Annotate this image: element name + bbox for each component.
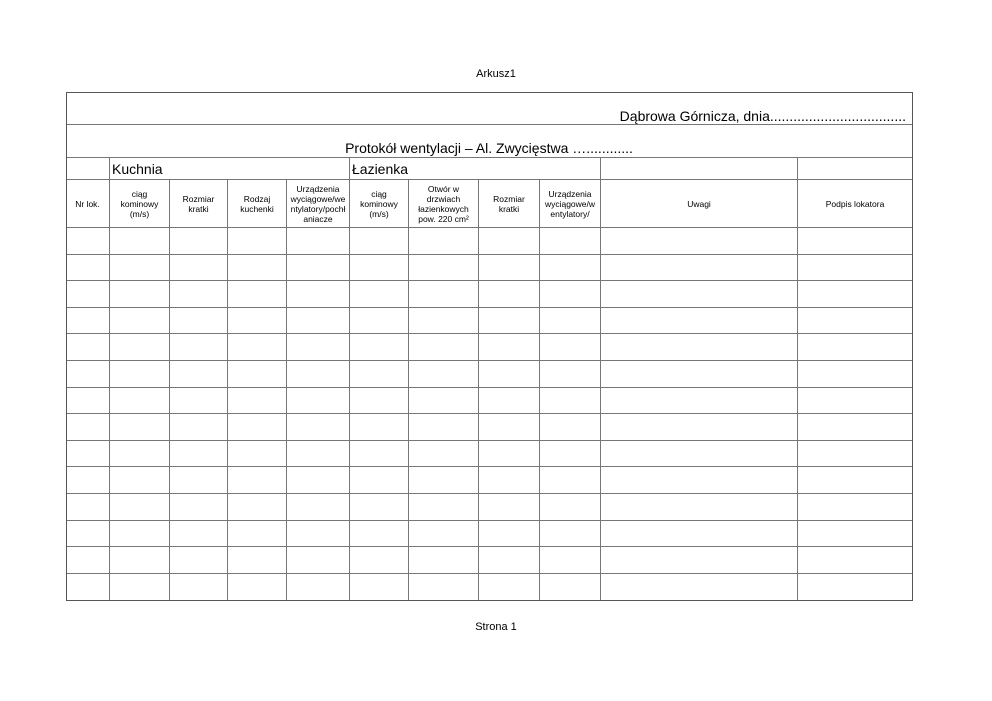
table-cell-kitchen-draft[interactable] [110, 547, 170, 574]
table-cell-tenant-signature[interactable] [798, 308, 913, 334]
table-cell-door-opening[interactable] [409, 228, 479, 255]
page-footer: Strona 1 [475, 621, 517, 633]
table-cell-door-opening[interactable] [409, 467, 479, 494]
table-cell-bathroom-grille-size[interactable] [479, 547, 540, 574]
table-cell-door-opening[interactable] [409, 441, 479, 467]
table-cell-bathroom-extractors[interactable] [540, 521, 601, 547]
table-cell-bathroom-extractors[interactable] [540, 494, 601, 521]
table-cell-stove-type[interactable] [228, 441, 287, 467]
table-cell-kitchen-extractors[interactable] [287, 308, 350, 334]
column-header-tenant-signature: Podpis lokatora [798, 180, 913, 228]
table-cell-remarks[interactable] [601, 467, 798, 494]
table-cell-bathroom-grille-size[interactable] [479, 441, 540, 467]
table-cell-bathroom-extractors[interactable] [540, 228, 601, 255]
table-cell-stove-type[interactable] [228, 414, 287, 441]
table-cell-kitchen-extractors[interactable] [287, 388, 350, 414]
table-cell-bathroom-draft[interactable] [350, 574, 409, 601]
table-cell-bathroom-extractors[interactable] [540, 308, 601, 334]
table-cell-bathroom-draft[interactable] [350, 255, 409, 281]
table-cell-bathroom-extractors[interactable] [540, 334, 601, 361]
table-cell-kitchen-extractors[interactable] [287, 521, 350, 547]
table-cell-stove-type[interactable] [228, 547, 287, 574]
table-cell-remarks[interactable] [601, 228, 798, 255]
table-cell-kitchen-draft[interactable] [110, 281, 170, 308]
table-cell-door-opening[interactable] [409, 414, 479, 441]
table-cell-tenant-signature[interactable] [798, 228, 913, 255]
column-header-kitchen-draft: ciąg kominowy (m/s) [110, 180, 170, 228]
table-cell-tenant-signature[interactable] [798, 467, 913, 494]
table-cell-kitchen-grille-size[interactable] [170, 308, 228, 334]
table-cell-kitchen-grille-size[interactable] [170, 441, 228, 467]
column-header-bathroom-draft: ciąg kominowy (m/s) [350, 180, 409, 228]
table-cell-kitchen-grille-size[interactable] [170, 414, 228, 441]
table-cell-kitchen-extractors[interactable] [287, 494, 350, 521]
table-cell-kitchen-draft[interactable] [110, 228, 170, 255]
table-cell-nr-lok[interactable] [66, 334, 110, 361]
table-cell-bathroom-draft[interactable] [350, 494, 409, 521]
table-cell-tenant-signature[interactable] [798, 574, 913, 601]
table-cell-bathroom-draft[interactable] [350, 388, 409, 414]
column-header-door-opening: Otwór w drzwiach łazienkowych pow. 220 cm² [409, 180, 479, 228]
table-cell-stove-type[interactable] [228, 494, 287, 521]
kitchen-section-label: Kuchnia [112, 161, 163, 177]
table-cell-nr-lok[interactable] [66, 308, 110, 334]
table-cell-bathroom-extractors[interactable] [540, 255, 601, 281]
section-row-signature[interactable] [798, 158, 913, 180]
table-cell-nr-lok[interactable] [66, 467, 110, 494]
table-cell-remarks[interactable] [601, 255, 798, 281]
table-cell-door-opening[interactable] [409, 574, 479, 601]
table-cell-stove-type[interactable] [228, 255, 287, 281]
table-cell-nr-lok[interactable] [66, 255, 110, 281]
table-cell-kitchen-draft[interactable] [110, 308, 170, 334]
table-cell-kitchen-extractors[interactable] [287, 281, 350, 308]
table-cell-remarks[interactable] [601, 441, 798, 467]
protocol-title: Protokół wentylacji – Al. Zwycięstwa …............ [345, 140, 633, 156]
table-cell-kitchen-extractors[interactable] [287, 334, 350, 361]
table-cell-tenant-signature[interactable] [798, 388, 913, 414]
table-cell-tenant-signature[interactable] [798, 281, 913, 308]
column-header-kitchen-grille-size: Rozmiar kratki [170, 180, 228, 228]
table-cell-door-opening[interactable] [409, 334, 479, 361]
table-cell-stove-type[interactable] [228, 281, 287, 308]
table-cell-door-opening[interactable] [409, 388, 479, 414]
table-cell-bathroom-draft[interactable] [350, 334, 409, 361]
table-cell-remarks[interactable] [601, 521, 798, 547]
table-cell-tenant-signature[interactable] [798, 361, 913, 388]
table-cell-bathroom-draft[interactable] [350, 308, 409, 334]
table-cell-nr-lok[interactable] [66, 574, 110, 601]
table-cell-remarks[interactable] [601, 334, 798, 361]
table-cell-bathroom-draft[interactable] [350, 414, 409, 441]
column-header-nr-lok: Nr lok. [66, 180, 110, 228]
table-cell-bathroom-draft[interactable] [350, 281, 409, 308]
table-cell-nr-lok[interactable] [66, 414, 110, 441]
table-cell-stove-type[interactable] [228, 334, 287, 361]
table-cell-stove-type[interactable] [228, 574, 287, 601]
table-cell-kitchen-grille-size[interactable] [170, 361, 228, 388]
table-cell-stove-type[interactable] [228, 388, 287, 414]
table-cell-bathroom-grille-size[interactable] [479, 388, 540, 414]
table-cell-nr-lok[interactable] [66, 361, 110, 388]
table-cell-stove-type[interactable] [228, 467, 287, 494]
table-cell-stove-type[interactable] [228, 228, 287, 255]
section-row-remarks[interactable] [601, 158, 798, 180]
table-cell-kitchen-extractors[interactable] [287, 361, 350, 388]
table-cell-remarks[interactable] [601, 388, 798, 414]
table-cell-tenant-signature[interactable] [798, 521, 913, 547]
sheet-title: Arkusz1 [476, 68, 516, 80]
table-cell-bathroom-grille-size[interactable] [479, 414, 540, 441]
table-cell-nr-lok[interactable] [66, 521, 110, 547]
bathroom-section-header[interactable] [350, 158, 601, 180]
table-cell-bathroom-draft[interactable] [350, 228, 409, 255]
table-cell-kitchen-draft[interactable] [110, 467, 170, 494]
table-cell-kitchen-grille-size[interactable] [170, 574, 228, 601]
table-cell-bathroom-draft[interactable] [350, 547, 409, 574]
table-cell-nr-lok[interactable] [66, 494, 110, 521]
table-cell-kitchen-grille-size[interactable] [170, 521, 228, 547]
table-cell-nr-lok[interactable] [66, 547, 110, 574]
table-cell-kitchen-extractors[interactable] [287, 228, 350, 255]
table-cell-bathroom-grille-size[interactable] [479, 228, 540, 255]
table-cell-kitchen-extractors[interactable] [287, 467, 350, 494]
table-cell-bathroom-draft[interactable] [350, 361, 409, 388]
table-cell-kitchen-grille-size[interactable] [170, 228, 228, 255]
table-cell-tenant-signature[interactable] [798, 255, 913, 281]
table-cell-tenant-signature[interactable] [798, 547, 913, 574]
table-cell-bathroom-extractors[interactable] [540, 441, 601, 467]
table-cell-bathroom-extractors[interactable] [540, 547, 601, 574]
table-cell-remarks[interactable] [601, 547, 798, 574]
table-cell-bathroom-extractors[interactable] [540, 574, 601, 601]
table-cell-kitchen-extractors[interactable] [287, 255, 350, 281]
table-cell-door-opening[interactable] [409, 521, 479, 547]
table-cell-kitchen-grille-size[interactable] [170, 467, 228, 494]
table-cell-kitchen-grille-size[interactable] [170, 255, 228, 281]
table-cell-stove-type[interactable] [228, 521, 287, 547]
table-cell-kitchen-draft[interactable] [110, 494, 170, 521]
table-cell-door-opening[interactable] [409, 494, 479, 521]
table-cell-tenant-signature[interactable] [798, 414, 913, 441]
table-cell-bathroom-extractors[interactable] [540, 281, 601, 308]
section-row-spacer[interactable] [66, 158, 110, 180]
table-cell-bathroom-grille-size[interactable] [479, 521, 540, 547]
column-header-stove-type: Rodzaj kuchenki [228, 180, 287, 228]
bathroom-section-label: Łazienka [352, 161, 409, 177]
table-cell-kitchen-extractors[interactable] [287, 547, 350, 574]
table-cell-remarks[interactable] [601, 361, 798, 388]
date-row[interactable] [66, 92, 913, 125]
table-cell-bathroom-grille-size[interactable] [479, 255, 540, 281]
table-cell-kitchen-extractors[interactable] [287, 414, 350, 441]
table-cell-stove-type[interactable] [228, 308, 287, 334]
table-cell-bathroom-grille-size[interactable] [479, 334, 540, 361]
table-cell-remarks[interactable] [601, 494, 798, 521]
column-header-remarks: Uwagi [601, 180, 798, 228]
table-cell-bathroom-draft[interactable] [350, 467, 409, 494]
table-cell-kitchen-grille-size[interactable] [170, 547, 228, 574]
table-cell-kitchen-draft[interactable] [110, 521, 170, 547]
table-cell-tenant-signature[interactable] [798, 334, 913, 361]
table-cell-nr-lok[interactable] [66, 388, 110, 414]
table-cell-kitchen-grille-size[interactable] [170, 388, 228, 414]
table-cell-kitchen-draft[interactable] [110, 255, 170, 281]
protocol-title-row[interactable] [66, 125, 913, 158]
table-cell-bathroom-grille-size[interactable] [479, 574, 540, 601]
column-header-bathroom-extractors: Urządzenia wyciągowe/w entylatory/ [540, 180, 601, 228]
table-cell-kitchen-draft[interactable] [110, 414, 170, 441]
table-cell-door-opening[interactable] [409, 281, 479, 308]
table-cell-door-opening[interactable] [409, 308, 479, 334]
table-cell-kitchen-grille-size[interactable] [170, 334, 228, 361]
column-header-kitchen-extractors: Urządzenia wyciągowe/we ntylatory/pochł aniacze [287, 180, 350, 228]
table-cell-bathroom-draft[interactable] [350, 521, 409, 547]
table-cell-door-opening[interactable] [409, 255, 479, 281]
table-cell-bathroom-draft[interactable] [350, 441, 409, 467]
table-cell-stove-type[interactable] [228, 361, 287, 388]
table-cell-remarks[interactable] [601, 308, 798, 334]
table-cell-nr-lok[interactable] [66, 281, 110, 308]
table-cell-bathroom-grille-size[interactable] [479, 494, 540, 521]
table-cell-remarks[interactable] [601, 414, 798, 441]
table-cell-bathroom-extractors[interactable] [540, 467, 601, 494]
table-cell-door-opening[interactable] [409, 361, 479, 388]
table-cell-nr-lok[interactable] [66, 228, 110, 255]
column-header-bathroom-grille-size: Rozmiar kratki [479, 180, 540, 228]
table-cell-kitchen-extractors[interactable] [287, 441, 350, 467]
table-cell-remarks[interactable] [601, 574, 798, 601]
table-cell-kitchen-draft[interactable] [110, 574, 170, 601]
table-cell-kitchen-draft[interactable] [110, 441, 170, 467]
table-cell-kitchen-draft[interactable] [110, 361, 170, 388]
table-cell-kitchen-grille-size[interactable] [170, 494, 228, 521]
ventilation-protocol-table [66, 92, 913, 601]
table-cell-bathroom-extractors[interactable] [540, 388, 601, 414]
table-cell-tenant-signature[interactable] [798, 441, 913, 467]
table-cell-bathroom-grille-size[interactable] [479, 281, 540, 308]
date-line: Dąbrowa Górnicza, dnia................................... [619, 108, 906, 124]
table-cell-remarks[interactable] [601, 281, 798, 308]
table-cell-nr-lok[interactable] [66, 441, 110, 467]
table-cell-kitchen-extractors[interactable] [287, 574, 350, 601]
kitchen-section-header[interactable] [110, 158, 350, 180]
table-cell-tenant-signature[interactable] [798, 494, 913, 521]
table-cell-bathroom-extractors[interactable] [540, 361, 601, 388]
table-cell-bathroom-grille-size[interactable] [479, 467, 540, 494]
table-cell-bathroom-grille-size[interactable] [479, 308, 540, 334]
table-cell-kitchen-grille-size[interactable] [170, 281, 228, 308]
table-cell-door-opening[interactable] [409, 547, 479, 574]
table-cell-kitchen-draft[interactable] [110, 334, 170, 361]
table-cell-bathroom-grille-size[interactable] [479, 361, 540, 388]
table-cell-bathroom-extractors[interactable] [540, 414, 601, 441]
table-cell-kitchen-draft[interactable] [110, 388, 170, 414]
